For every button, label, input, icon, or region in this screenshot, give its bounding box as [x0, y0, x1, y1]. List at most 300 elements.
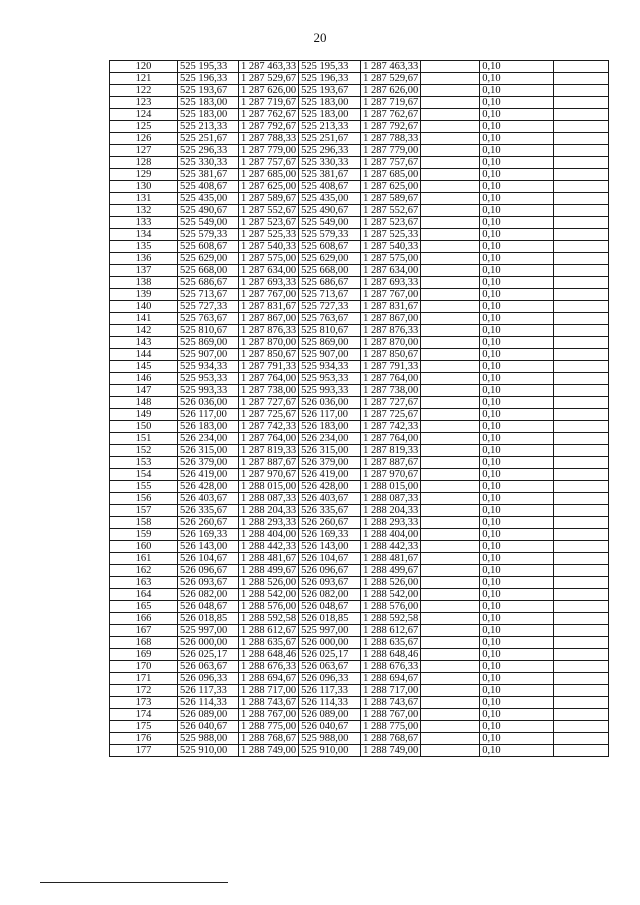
empty-cell: [421, 361, 480, 373]
empty-cell: [421, 277, 480, 289]
accuracy-value-cell: 0,10: [480, 121, 554, 133]
y-coordinate-cell: 1 287 523,67: [239, 217, 299, 229]
empty-cell: [421, 265, 480, 277]
accuracy-value-cell: 0,10: [480, 325, 554, 337]
empty-cell: [554, 349, 609, 361]
empty-cell: [554, 697, 609, 709]
accuracy-value-cell: 0,10: [480, 697, 554, 709]
x-coordinate-repeat-cell: 525 988,00: [299, 733, 361, 745]
y-coordinate-cell: 1 288 768,67: [239, 733, 299, 745]
y-coordinate-repeat-cell: 1 288 481,67: [361, 553, 421, 565]
x-coordinate-cell: 526 260,67: [178, 517, 239, 529]
y-coordinate-cell: 1 288 694,67: [239, 673, 299, 685]
empty-cell: [554, 133, 609, 145]
y-coordinate-cell: 1 288 526,00: [239, 577, 299, 589]
table-row: [110, 385, 609, 397]
y-coordinate-cell: 1 288 592,58: [239, 613, 299, 625]
table-row: [110, 601, 609, 613]
empty-cell: [421, 325, 480, 337]
y-coordinate-repeat-cell: 1 287 719,67: [361, 97, 421, 109]
empty-cell: [554, 709, 609, 721]
point-number-cell: 156: [110, 493, 178, 505]
y-coordinate-cell: 1 288 499,67: [239, 565, 299, 577]
x-coordinate-cell: 526 143,00: [178, 541, 239, 553]
y-coordinate-repeat-cell: 1 288 676,33: [361, 661, 421, 673]
y-coordinate-cell: 1 287 540,33: [239, 241, 299, 253]
y-coordinate-cell: 1 287 764,00: [239, 433, 299, 445]
point-number-cell: 153: [110, 457, 178, 469]
y-coordinate-repeat-cell: 1 288 404,00: [361, 529, 421, 541]
accuracy-value-cell: 0,10: [480, 85, 554, 97]
y-coordinate-cell: 1 287 529,67: [239, 73, 299, 85]
x-coordinate-cell: 525 727,33: [178, 301, 239, 313]
accuracy-value-cell: 0,10: [480, 337, 554, 349]
empty-cell: [421, 85, 480, 97]
y-coordinate-cell: 1 287 725,67: [239, 409, 299, 421]
accuracy-value-cell: 0,10: [480, 589, 554, 601]
y-coordinate-cell: 1 287 779,00: [239, 145, 299, 157]
y-coordinate-cell: 1 288 015,00: [239, 481, 299, 493]
empty-cell: [554, 73, 609, 85]
point-number-cell: 130: [110, 181, 178, 193]
y-coordinate-cell: 1 287 693,33: [239, 277, 299, 289]
accuracy-value-cell: 0,10: [480, 205, 554, 217]
y-coordinate-repeat-cell: 1 287 742,33: [361, 421, 421, 433]
y-coordinate-repeat-cell: 1 287 463,33: [361, 61, 421, 73]
x-coordinate-cell: 525 251,67: [178, 133, 239, 145]
accuracy-value-cell: 0,10: [480, 265, 554, 277]
empty-cell: [554, 217, 609, 229]
point-number-cell: 147: [110, 385, 178, 397]
accuracy-value-cell: 0,10: [480, 505, 554, 517]
table-row: [110, 133, 609, 145]
x-coordinate-repeat-cell: 525 953,33: [299, 373, 361, 385]
x-coordinate-cell: 525 579,33: [178, 229, 239, 241]
y-coordinate-cell: 1 287 463,33: [239, 61, 299, 73]
empty-cell: [554, 721, 609, 733]
y-coordinate-repeat-cell: 1 287 779,00: [361, 145, 421, 157]
empty-cell: [421, 589, 480, 601]
x-coordinate-repeat-cell: 526 403,67: [299, 493, 361, 505]
x-coordinate-repeat-cell: 525 196,33: [299, 73, 361, 85]
x-coordinate-repeat-cell: 526 063,67: [299, 661, 361, 673]
y-coordinate-cell: 1 287 552,67: [239, 205, 299, 217]
x-coordinate-cell: 526 018,85: [178, 613, 239, 625]
x-coordinate-repeat-cell: 525 810,67: [299, 325, 361, 337]
empty-cell: [554, 181, 609, 193]
empty-cell: [421, 445, 480, 457]
point-number-cell: 139: [110, 289, 178, 301]
table-row: [110, 349, 609, 361]
y-coordinate-cell: 1 287 525,33: [239, 229, 299, 241]
y-coordinate-cell: 1 287 762,67: [239, 109, 299, 121]
empty-cell: [554, 577, 609, 589]
x-coordinate-cell: 525 490,67: [178, 205, 239, 217]
y-coordinate-cell: 1 288 442,33: [239, 541, 299, 553]
empty-cell: [554, 385, 609, 397]
y-coordinate-repeat-cell: 1 287 792,67: [361, 121, 421, 133]
x-coordinate-repeat-cell: 526 096,33: [299, 673, 361, 685]
point-number-cell: 173: [110, 697, 178, 709]
x-coordinate-cell: 525 810,67: [178, 325, 239, 337]
table-row: [110, 433, 609, 445]
x-coordinate-cell: 526 096,33: [178, 673, 239, 685]
accuracy-value-cell: 0,10: [480, 409, 554, 421]
y-coordinate-repeat-cell: 1 287 727,67: [361, 397, 421, 409]
page-number: 20: [313, 30, 327, 45]
empty-cell: [421, 601, 480, 613]
x-coordinate-cell: 526 093,67: [178, 577, 239, 589]
accuracy-value-cell: 0,10: [480, 385, 554, 397]
x-coordinate-repeat-cell: 526 040,67: [299, 721, 361, 733]
accuracy-value-cell: 0,10: [480, 229, 554, 241]
y-coordinate-repeat-cell: 1 288 749,00: [361, 745, 421, 757]
y-coordinate-cell: 1 288 612,67: [239, 625, 299, 637]
empty-cell: [554, 337, 609, 349]
y-coordinate-repeat-cell: 1 287 757,67: [361, 157, 421, 169]
empty-cell: [421, 169, 480, 181]
x-coordinate-cell: 526 183,00: [178, 421, 239, 433]
x-coordinate-repeat-cell: 526 018,85: [299, 613, 361, 625]
point-number-cell: 155: [110, 481, 178, 493]
empty-cell: [421, 397, 480, 409]
empty-cell: [554, 565, 609, 577]
empty-cell: [421, 541, 480, 553]
y-coordinate-repeat-cell: 1 287 693,33: [361, 277, 421, 289]
x-coordinate-repeat-cell: 525 579,33: [299, 229, 361, 241]
y-coordinate-cell: 1 287 626,00: [239, 85, 299, 97]
accuracy-value-cell: 0,10: [480, 685, 554, 697]
table-row: [110, 541, 609, 553]
empty-cell: [554, 265, 609, 277]
x-coordinate-repeat-cell: 526 335,67: [299, 505, 361, 517]
empty-cell: [554, 361, 609, 373]
empty-cell: [554, 529, 609, 541]
x-coordinate-repeat-cell: 525 193,67: [299, 85, 361, 97]
accuracy-value-cell: 0,10: [480, 301, 554, 313]
accuracy-value-cell: 0,10: [480, 157, 554, 169]
x-coordinate-cell: 525 869,00: [178, 337, 239, 349]
y-coordinate-cell: 1 288 743,67: [239, 697, 299, 709]
x-coordinate-repeat-cell: 526 419,00: [299, 469, 361, 481]
accuracy-value-cell: 0,10: [480, 277, 554, 289]
y-coordinate-repeat-cell: 1 287 970,67: [361, 469, 421, 481]
x-coordinate-cell: 526 117,00: [178, 409, 239, 421]
empty-cell: [554, 541, 609, 553]
point-number-cell: 122: [110, 85, 178, 97]
y-coordinate-repeat-cell: 1 288 087,33: [361, 493, 421, 505]
empty-cell: [421, 253, 480, 265]
y-coordinate-repeat-cell: 1 287 876,33: [361, 325, 421, 337]
point-number-cell: 141: [110, 313, 178, 325]
empty-cell: [554, 745, 609, 757]
x-coordinate-repeat-cell: 526 234,00: [299, 433, 361, 445]
y-coordinate-cell: 1 287 870,00: [239, 337, 299, 349]
accuracy-value-cell: 0,10: [480, 625, 554, 637]
x-coordinate-repeat-cell: 526 048,67: [299, 601, 361, 613]
empty-cell: [421, 709, 480, 721]
accuracy-value-cell: 0,10: [480, 313, 554, 325]
y-coordinate-cell: 1 288 404,00: [239, 529, 299, 541]
y-coordinate-repeat-cell: 1 287 626,00: [361, 85, 421, 97]
y-coordinate-repeat-cell: 1 287 870,00: [361, 337, 421, 349]
accuracy-value-cell: 0,10: [480, 565, 554, 577]
accuracy-value-cell: 0,10: [480, 373, 554, 385]
y-coordinate-cell: 1 288 576,00: [239, 601, 299, 613]
point-number-cell: 150: [110, 421, 178, 433]
y-coordinate-repeat-cell: 1 288 648,46: [361, 649, 421, 661]
y-coordinate-cell: 1 287 791,33: [239, 361, 299, 373]
x-coordinate-cell: 525 183,00: [178, 109, 239, 121]
point-number-cell: 167: [110, 625, 178, 637]
point-number-cell: 126: [110, 133, 178, 145]
table-row: [110, 457, 609, 469]
empty-cell: [421, 61, 480, 73]
accuracy-value-cell: 0,10: [480, 421, 554, 433]
accuracy-value-cell: 0,10: [480, 481, 554, 493]
y-coordinate-cell: 1 287 876,33: [239, 325, 299, 337]
x-coordinate-cell: 525 988,00: [178, 733, 239, 745]
table-row: [110, 85, 609, 97]
empty-cell: [421, 673, 480, 685]
x-coordinate-cell: 525 686,67: [178, 277, 239, 289]
point-number-cell: 129: [110, 169, 178, 181]
table-row: [110, 157, 609, 169]
x-coordinate-cell: 526 117,33: [178, 685, 239, 697]
table-row: [110, 445, 609, 457]
table-row: [110, 553, 609, 565]
y-coordinate-repeat-cell: 1 287 767,00: [361, 289, 421, 301]
x-coordinate-cell: 526 040,67: [178, 721, 239, 733]
y-coordinate-repeat-cell: 1 287 831,67: [361, 301, 421, 313]
point-number-cell: 124: [110, 109, 178, 121]
x-coordinate-repeat-cell: 525 408,67: [299, 181, 361, 193]
x-coordinate-cell: 525 296,33: [178, 145, 239, 157]
accuracy-value-cell: 0,10: [480, 493, 554, 505]
empty-cell: [421, 181, 480, 193]
accuracy-value-cell: 0,10: [480, 109, 554, 121]
x-coordinate-cell: 526 419,00: [178, 469, 239, 481]
y-coordinate-repeat-cell: 1 287 819,33: [361, 445, 421, 457]
empty-cell: [554, 661, 609, 673]
point-number-cell: 159: [110, 529, 178, 541]
coordinates-table-body: [110, 61, 609, 757]
accuracy-value-cell: 0,10: [480, 61, 554, 73]
point-number-cell: 135: [110, 241, 178, 253]
empty-cell: [554, 253, 609, 265]
table-row: [110, 409, 609, 421]
empty-cell: [421, 433, 480, 445]
x-coordinate-cell: 525 629,00: [178, 253, 239, 265]
x-coordinate-repeat-cell: 526 036,00: [299, 397, 361, 409]
y-coordinate-cell: 1 287 788,33: [239, 133, 299, 145]
table-row: [110, 721, 609, 733]
table-row: [110, 73, 609, 85]
y-coordinate-repeat-cell: 1 287 738,00: [361, 385, 421, 397]
point-number-cell: 168: [110, 637, 178, 649]
table-row: [110, 577, 609, 589]
x-coordinate-cell: 526 114,33: [178, 697, 239, 709]
accuracy-value-cell: 0,10: [480, 445, 554, 457]
y-coordinate-cell: 1 287 819,33: [239, 445, 299, 457]
empty-cell: [554, 685, 609, 697]
x-coordinate-cell: 526 234,00: [178, 433, 239, 445]
y-coordinate-repeat-cell: 1 288 015,00: [361, 481, 421, 493]
y-coordinate-repeat-cell: 1 287 540,33: [361, 241, 421, 253]
table-row: [110, 169, 609, 181]
empty-cell: [554, 421, 609, 433]
x-coordinate-cell: 525 195,33: [178, 61, 239, 73]
table-row: [110, 421, 609, 433]
y-coordinate-cell: 1 287 719,67: [239, 97, 299, 109]
y-coordinate-repeat-cell: 1 288 204,33: [361, 505, 421, 517]
accuracy-value-cell: 0,10: [480, 745, 554, 757]
empty-cell: [554, 121, 609, 133]
table-row: [110, 361, 609, 373]
table-row: [110, 337, 609, 349]
empty-cell: [421, 121, 480, 133]
y-coordinate-cell: 1 288 481,67: [239, 553, 299, 565]
empty-cell: [554, 625, 609, 637]
y-coordinate-cell: 1 287 792,67: [239, 121, 299, 133]
y-coordinate-repeat-cell: 1 287 525,33: [361, 229, 421, 241]
x-coordinate-cell: 526 335,67: [178, 505, 239, 517]
y-coordinate-cell: 1 288 542,00: [239, 589, 299, 601]
accuracy-value-cell: 0,10: [480, 433, 554, 445]
x-coordinate-cell: 526 082,00: [178, 589, 239, 601]
x-coordinate-cell: 525 408,67: [178, 181, 239, 193]
x-coordinate-cell: 525 907,00: [178, 349, 239, 361]
table-row: [110, 193, 609, 205]
table-row: [110, 217, 609, 229]
y-coordinate-repeat-cell: 1 288 768,67: [361, 733, 421, 745]
point-number-cell: 151: [110, 433, 178, 445]
x-coordinate-repeat-cell: 525 195,33: [299, 61, 361, 73]
table-row: [110, 613, 609, 625]
point-number-cell: 170: [110, 661, 178, 673]
table-row: [110, 325, 609, 337]
y-coordinate-cell: 1 288 635,67: [239, 637, 299, 649]
y-coordinate-repeat-cell: 1 288 576,00: [361, 601, 421, 613]
empty-cell: [421, 469, 480, 481]
empty-cell: [421, 109, 480, 121]
y-coordinate-repeat-cell: 1 287 552,67: [361, 205, 421, 217]
empty-cell: [554, 673, 609, 685]
y-coordinate-cell: 1 287 970,67: [239, 469, 299, 481]
point-number-cell: 138: [110, 277, 178, 289]
table-row: [110, 745, 609, 757]
table-row: [110, 625, 609, 637]
accuracy-value-cell: 0,10: [480, 517, 554, 529]
empty-cell: [554, 469, 609, 481]
accuracy-value-cell: 0,10: [480, 673, 554, 685]
table-row: [110, 277, 609, 289]
empty-cell: [421, 649, 480, 661]
y-coordinate-repeat-cell: 1 287 791,33: [361, 361, 421, 373]
empty-cell: [421, 529, 480, 541]
empty-cell: [554, 601, 609, 613]
x-coordinate-cell: 525 435,00: [178, 193, 239, 205]
empty-cell: [554, 157, 609, 169]
x-coordinate-repeat-cell: 526 117,33: [299, 685, 361, 697]
empty-cell: [554, 325, 609, 337]
x-coordinate-repeat-cell: 526 183,00: [299, 421, 361, 433]
y-coordinate-cell: 1 288 087,33: [239, 493, 299, 505]
table-row: [110, 313, 609, 325]
y-coordinate-cell: 1 288 293,33: [239, 517, 299, 529]
table-row: [110, 661, 609, 673]
x-coordinate-repeat-cell: 525 993,33: [299, 385, 361, 397]
table-row: [110, 265, 609, 277]
table-row: [110, 649, 609, 661]
y-coordinate-cell: 1 288 204,33: [239, 505, 299, 517]
x-coordinate-repeat-cell: 526 428,00: [299, 481, 361, 493]
x-coordinate-cell: 526 036,00: [178, 397, 239, 409]
y-coordinate-repeat-cell: 1 288 767,00: [361, 709, 421, 721]
accuracy-value-cell: 0,10: [480, 289, 554, 301]
point-number-cell: 171: [110, 673, 178, 685]
accuracy-value-cell: 0,10: [480, 253, 554, 265]
empty-cell: [554, 373, 609, 385]
empty-cell: [421, 733, 480, 745]
table-row: [110, 289, 609, 301]
empty-cell: [421, 385, 480, 397]
y-coordinate-repeat-cell: 1 287 764,00: [361, 373, 421, 385]
y-coordinate-repeat-cell: 1 287 850,67: [361, 349, 421, 361]
empty-cell: [421, 421, 480, 433]
y-coordinate-repeat-cell: 1 287 634,00: [361, 265, 421, 277]
empty-cell: [554, 409, 609, 421]
x-coordinate-repeat-cell: 525 910,00: [299, 745, 361, 757]
accuracy-value-cell: 0,10: [480, 397, 554, 409]
x-coordinate-cell: 526 403,67: [178, 493, 239, 505]
y-coordinate-repeat-cell: 1 288 526,00: [361, 577, 421, 589]
accuracy-value-cell: 0,10: [480, 649, 554, 661]
x-coordinate-cell: 525 381,67: [178, 169, 239, 181]
empty-cell: [421, 565, 480, 577]
x-coordinate-repeat-cell: 525 296,33: [299, 145, 361, 157]
table-row: [110, 229, 609, 241]
footnote-divider: [40, 882, 228, 883]
empty-cell: [421, 217, 480, 229]
x-coordinate-repeat-cell: 525 869,00: [299, 337, 361, 349]
point-number-cell: 152: [110, 445, 178, 457]
y-coordinate-repeat-cell: 1 287 867,00: [361, 313, 421, 325]
empty-cell: [554, 109, 609, 121]
empty-cell: [421, 373, 480, 385]
table-row: [110, 97, 609, 109]
y-coordinate-cell: 1 288 676,33: [239, 661, 299, 673]
empty-cell: [421, 301, 480, 313]
point-number-cell: 134: [110, 229, 178, 241]
empty-cell: [421, 157, 480, 169]
empty-cell: [421, 721, 480, 733]
x-coordinate-cell: 526 063,67: [178, 661, 239, 673]
empty-cell: [421, 229, 480, 241]
y-coordinate-cell: 1 287 764,00: [239, 373, 299, 385]
y-coordinate-repeat-cell: 1 288 635,67: [361, 637, 421, 649]
y-coordinate-repeat-cell: 1 287 589,67: [361, 193, 421, 205]
x-coordinate-repeat-cell: 525 608,67: [299, 241, 361, 253]
accuracy-value-cell: 0,10: [480, 73, 554, 85]
accuracy-value-cell: 0,10: [480, 97, 554, 109]
x-coordinate-repeat-cell: 525 330,33: [299, 157, 361, 169]
empty-cell: [421, 661, 480, 673]
point-number-cell: 140: [110, 301, 178, 313]
point-number-cell: 128: [110, 157, 178, 169]
empty-cell: [421, 289, 480, 301]
empty-cell: [421, 745, 480, 757]
